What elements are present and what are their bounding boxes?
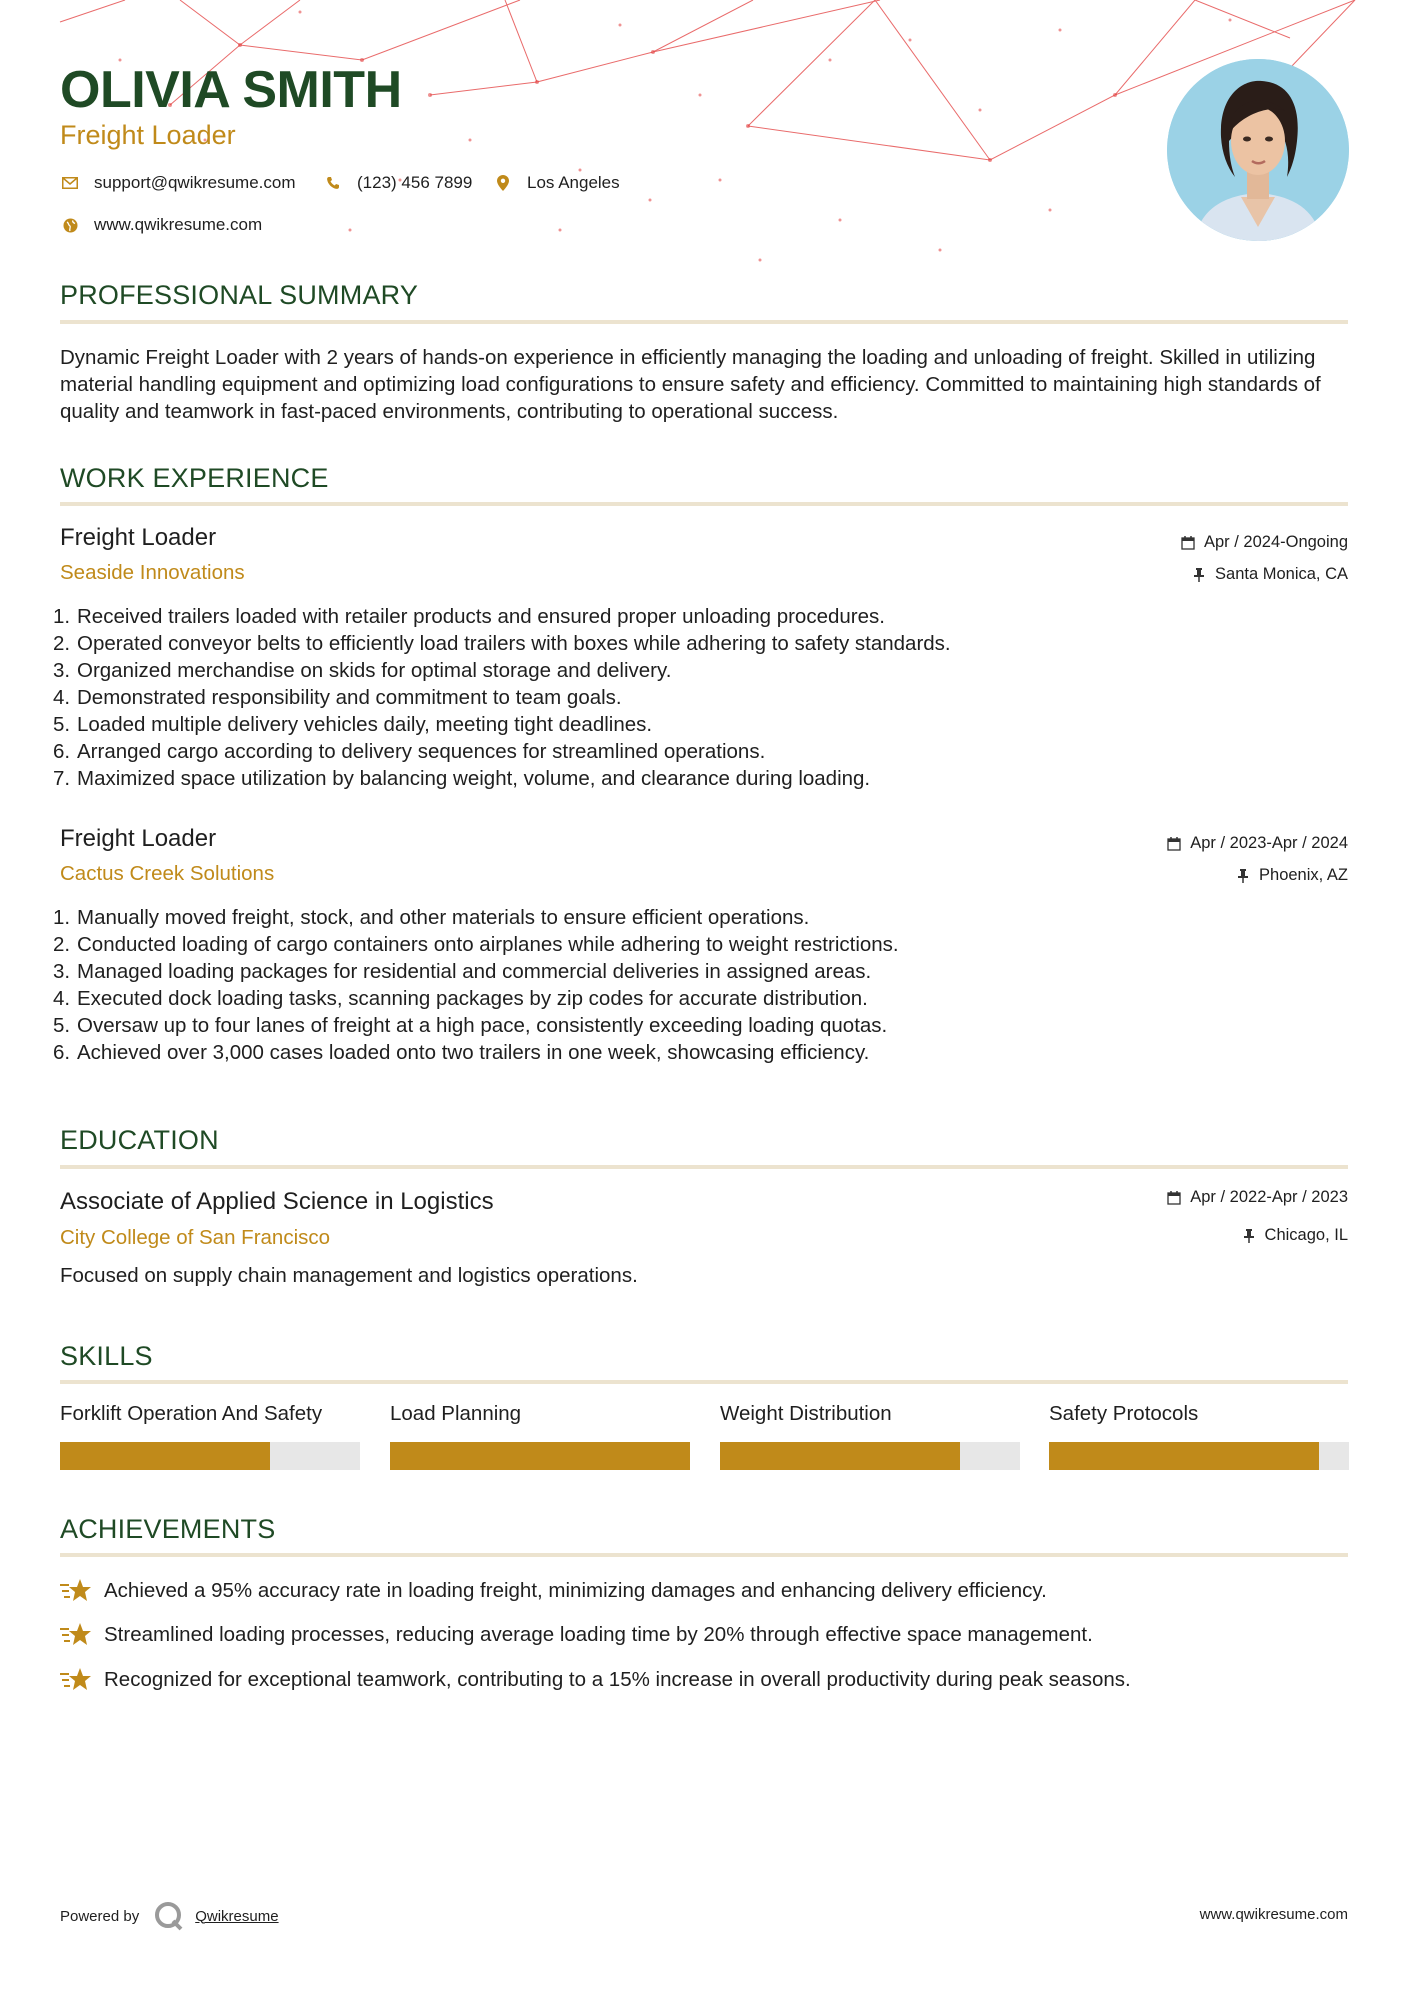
- contact-email[interactable]: [60, 173, 296, 193]
- list-item: 1. Received trailers loaded with retailer products and ensured proper unloading procedures.: [53, 605, 885, 628]
- skill-name: Weight Distribution: [720, 1402, 892, 1425]
- contact-location: [493, 173, 620, 193]
- job-bullets: [53, 904, 899, 1066]
- section-title-summary: PROFESSIONAL SUMMARY: [60, 280, 419, 310]
- phone-text: (123) 456 7899: [357, 173, 473, 192]
- skill-name: Safety Protocols: [1049, 1402, 1199, 1425]
- list-item: 2. Conducted loading of cargo containers onto airplanes while adhering to weight restrictions.: [53, 933, 899, 956]
- education-description: Focused on supply chain management and logistics operations.: [60, 1264, 638, 1287]
- achievement-item: [60, 1621, 1093, 1649]
- list-item: 5. Oversaw up to four lanes of freight at a high pace, consistently exceeding loading quotas.: [53, 1014, 888, 1037]
- footer-url[interactable]: www.qwikresume.com: [1199, 1906, 1348, 1923]
- contact-phone[interactable]: [323, 173, 472, 193]
- star-icon: [60, 1621, 92, 1649]
- website-text: www.qwikresume.com: [94, 215, 263, 234]
- envelope-icon: [60, 173, 80, 193]
- skill-bar-track: [60, 1442, 360, 1470]
- skill-bar-fill: [720, 1442, 960, 1470]
- job-location: [1235, 866, 1348, 885]
- job-title: Freight Loader: [60, 825, 217, 852]
- location-text: Los Angeles: [527, 173, 620, 192]
- candidate-name: OLIVIA SMITH: [60, 61, 402, 119]
- job-dates: [1180, 533, 1348, 552]
- skill-bar-track: [390, 1442, 690, 1470]
- skill-name: Forklift Operation And Safety: [60, 1402, 323, 1425]
- skill-bar-fill: [390, 1442, 690, 1470]
- list-item: 7. Maximized space utilization by balancing weight, volume, and clearance during loading.: [53, 767, 871, 790]
- section-divider: [60, 1165, 1348, 1169]
- job-title: Freight Loader: [60, 524, 217, 551]
- profile-photo: [1167, 59, 1349, 241]
- list-item: 1. Manually moved freight, stock, and other materials to ensure efficient operations.: [53, 906, 810, 929]
- job-dates: [1166, 834, 1348, 853]
- section-title-achievements: ACHIEVEMENTS: [60, 1514, 276, 1544]
- list-item: 5. Loaded multiple delivery vehicles daily, meeting tight deadlines.: [53, 713, 653, 736]
- pushpin-icon: [1191, 567, 1207, 583]
- footer-powered-by: [60, 1900, 279, 1932]
- list-item: 4. Executed dock loading tasks, scanning packages by zip codes for accurate distribution.: [53, 987, 868, 1010]
- section-title-experience: WORK EXPERIENCE: [60, 463, 329, 493]
- education-school: City College of San Francisco: [60, 1226, 331, 1249]
- job-dates-text: Apr / 2023-Apr / 2024: [1190, 834, 1348, 852]
- qwikresume-logo-icon: [153, 1900, 185, 1932]
- candidate-role: Freight Loader: [60, 120, 236, 150]
- section-title-skills: SKILLS: [60, 1341, 153, 1371]
- job-company: Seaside Innovations: [60, 561, 245, 584]
- skill-bar-track: [1049, 1442, 1349, 1470]
- achievement-item: [60, 1577, 1047, 1605]
- job-location-text: Santa Monica, CA: [1215, 565, 1348, 583]
- job-company: Cactus Creek Solutions: [60, 862, 275, 885]
- section-divider: [60, 502, 1348, 506]
- job-dates-text: Apr / 2024-Ongoing: [1203, 533, 1348, 551]
- job-location: [1191, 565, 1348, 584]
- skill-bar-fill: [60, 1442, 270, 1470]
- map-pin-icon: [493, 173, 513, 193]
- contact-website[interactable]: [60, 215, 262, 235]
- calendar-icon: [1166, 836, 1182, 852]
- education-location-text: Chicago, IL: [1264, 1226, 1348, 1244]
- powered-by-label: Powered by: [60, 1907, 140, 1925]
- list-item: 6. Arranged cargo according to delivery sequences for streamlined operations.: [53, 740, 766, 763]
- section-divider: [60, 1380, 1348, 1384]
- list-item: 6. Achieved over 3,000 cases loaded onto two trailers in one week, showcasing efficiency.: [53, 1041, 870, 1064]
- list-item: 2. Operated conveyor belts to efficiently load trailers with boxes while adhering to safety standards.: [53, 632, 951, 655]
- calendar-icon: [1180, 535, 1196, 551]
- skill-item: [390, 1402, 690, 1426]
- section-title-education: EDUCATION: [60, 1125, 219, 1155]
- education-dates: [1166, 1188, 1348, 1207]
- pushpin-icon: [1241, 1228, 1257, 1244]
- list-item: 3. Managed loading packages for residential and commercial deliveries in assigned areas.: [53, 960, 872, 983]
- skill-item: [60, 1402, 360, 1426]
- education-location: [1241, 1226, 1348, 1245]
- qwikresume-link[interactable]: Qwikresume: [195, 1907, 279, 1925]
- section-divider: [60, 320, 1348, 324]
- achievement-text: Recognized for exceptional teamwork, contributing to a 15% increase in overall productivity during peak seasons.: [104, 1668, 1131, 1691]
- skill-name: Load Planning: [390, 1402, 522, 1425]
- achievement-text: Achieved a 95% accuracy rate in loading freight, minimizing damages and enhancing delivery efficiency.: [104, 1579, 1047, 1602]
- globe-icon: [60, 215, 80, 235]
- job-bullets: [53, 603, 951, 792]
- list-item: 3. Organized merchandise on skids for optimal storage and delivery.: [53, 659, 672, 682]
- summary-text: Dynamic Freight Loader with 2 years of hands-on experience in efficiently managing the loading and unloading of freight. Skilled in utilizing material handling equipment and optimizing load configurations to ensure safety and efficiency. Committed to maintaining high standards of quality and teamwork in fast-paced environments, contributing to operational success.: [60, 346, 1321, 423]
- skill-item: [1049, 1402, 1349, 1426]
- star-icon: [60, 1666, 92, 1694]
- section-divider: [60, 1553, 1348, 1557]
- education-degree: Associate of Applied Science in Logistics: [60, 1188, 494, 1215]
- skill-item: [720, 1402, 1020, 1426]
- education-dates-text: Apr / 2022-Apr / 2023: [1190, 1188, 1348, 1206]
- achievement-item: [60, 1666, 1131, 1694]
- list-item: 4. Demonstrated responsibility and commitment to team goals.: [53, 686, 622, 709]
- pushpin-icon: [1235, 868, 1251, 884]
- phone-icon: [323, 173, 343, 193]
- skill-bar-fill: [1049, 1442, 1319, 1470]
- achievement-text: Streamlined loading processes, reducing average loading time by 20% through effective space management.: [104, 1623, 1093, 1646]
- skill-bar-track: [720, 1442, 1020, 1470]
- email-text: support@qwikresume.com: [94, 173, 296, 192]
- job-location-text: Phoenix, AZ: [1259, 866, 1348, 884]
- calendar-icon: [1166, 1190, 1182, 1206]
- star-icon: [60, 1577, 92, 1605]
